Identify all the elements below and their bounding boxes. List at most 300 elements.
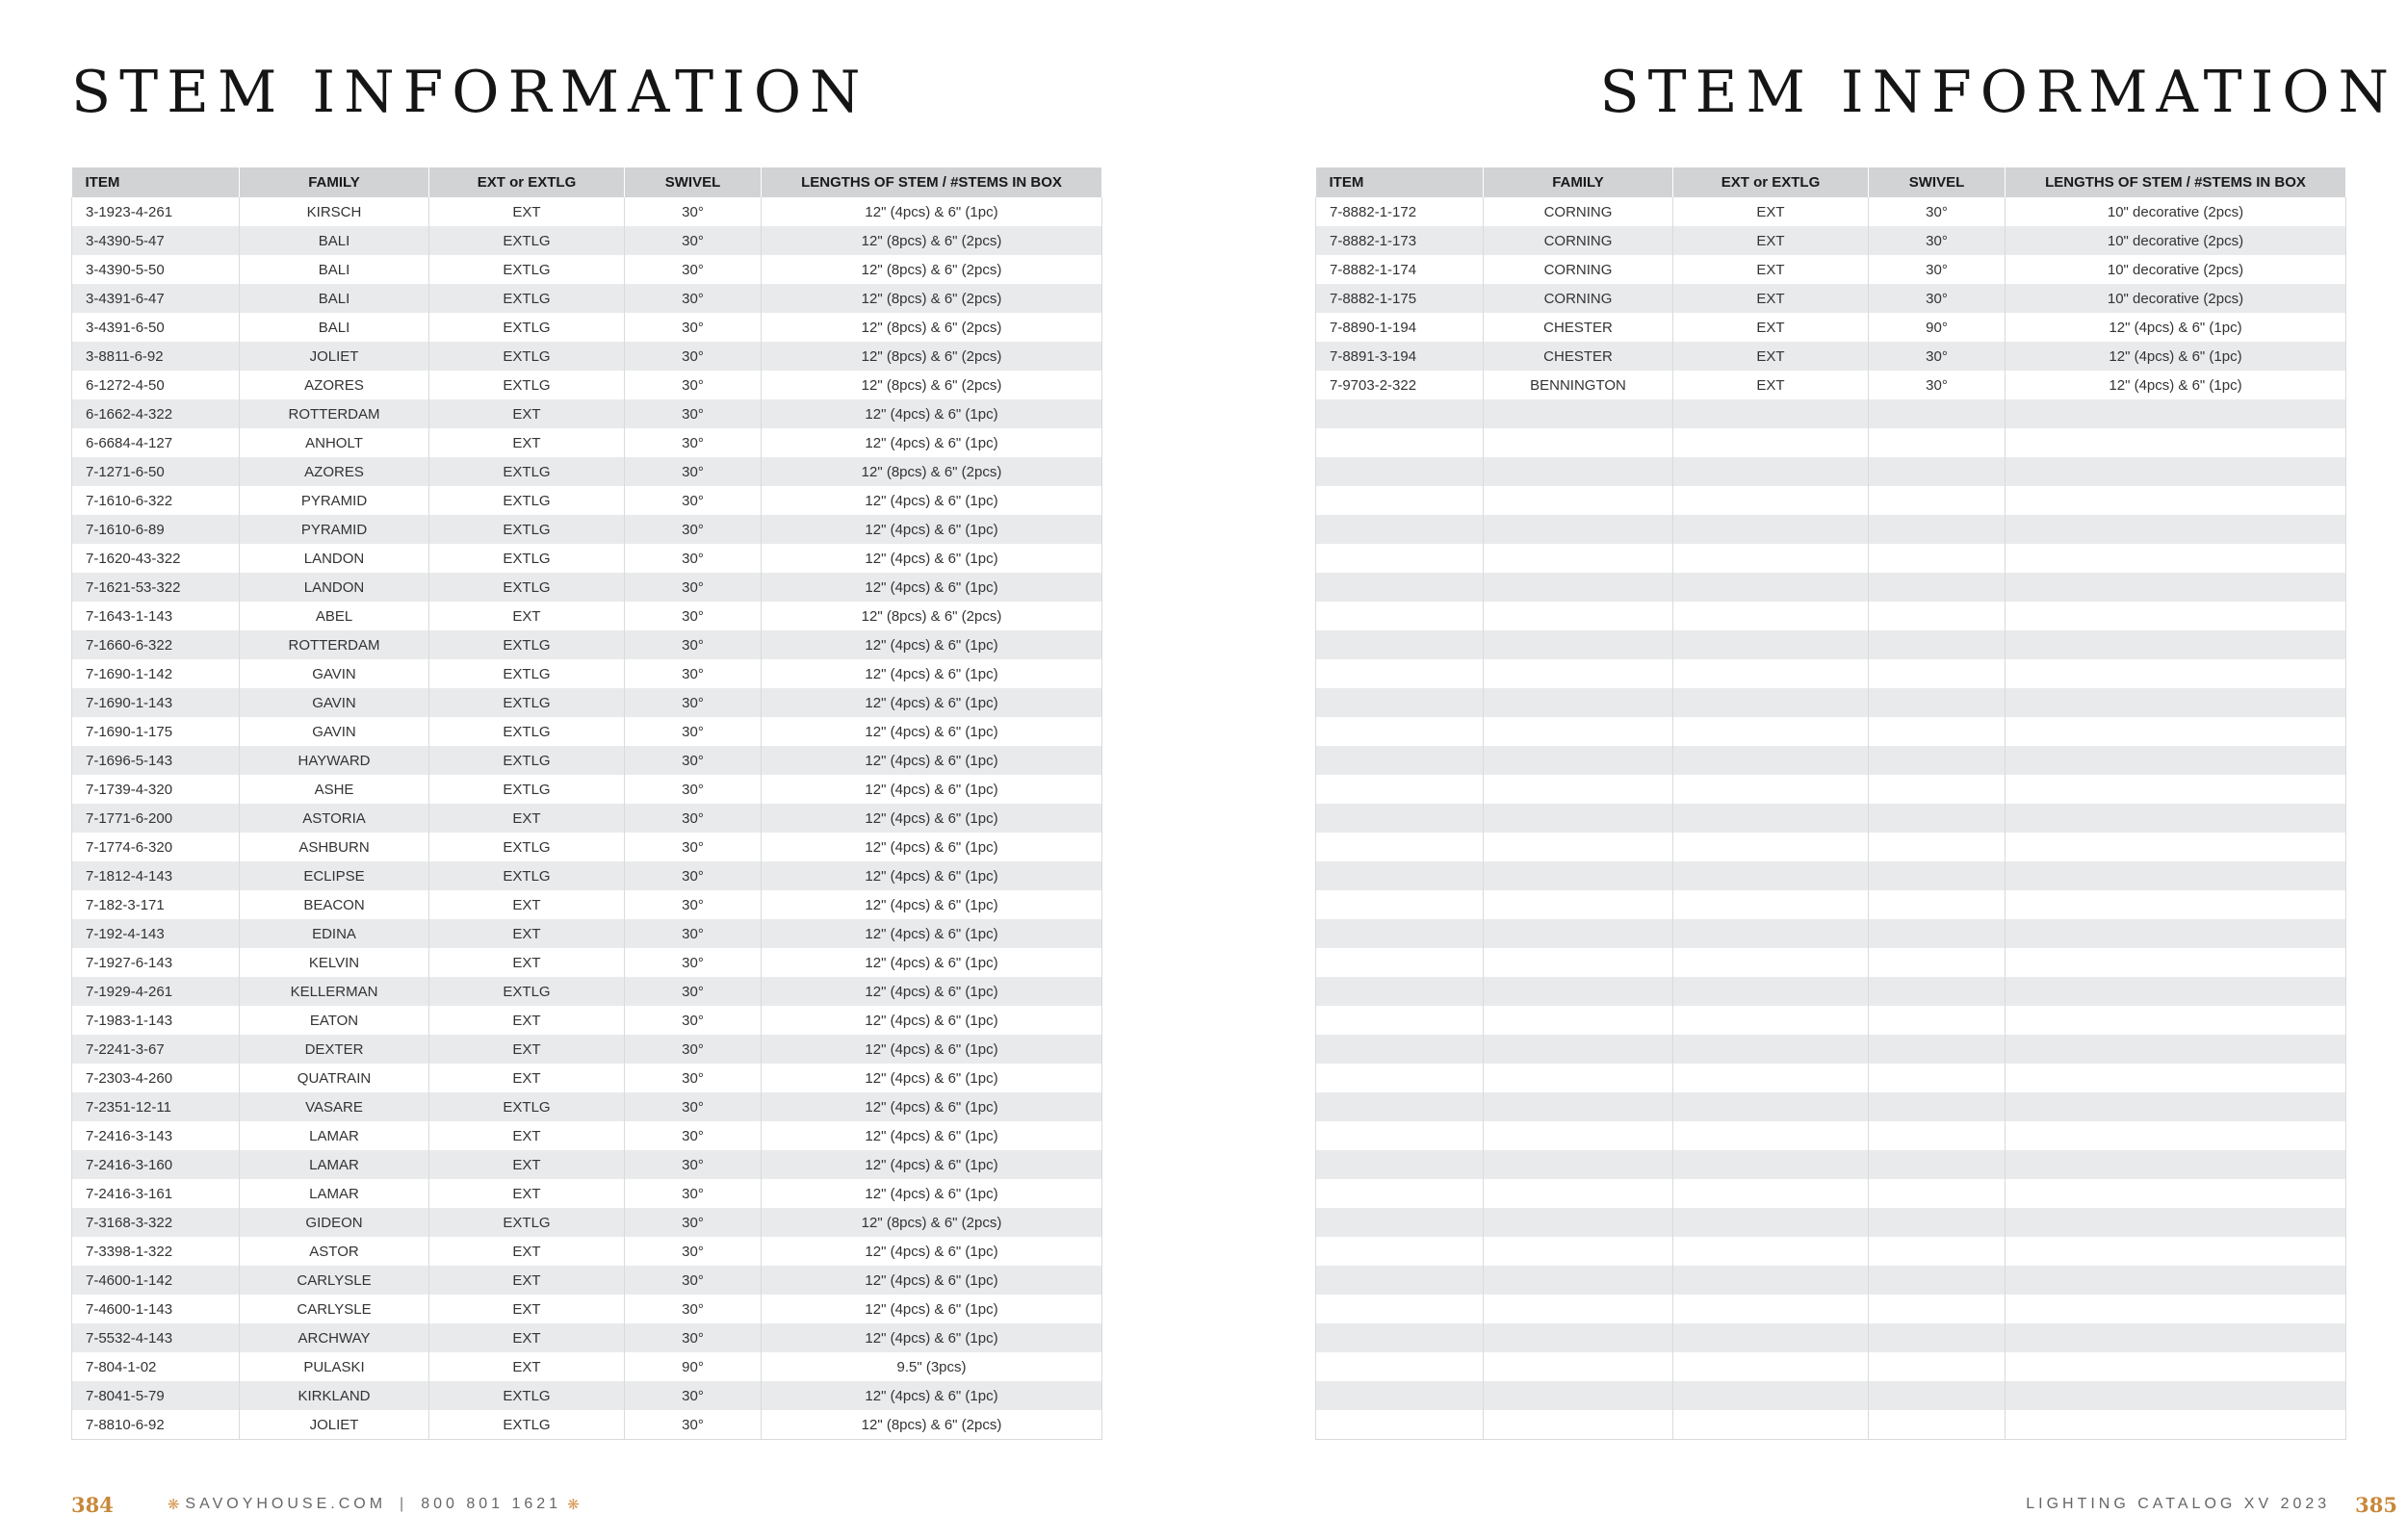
cell-lengths: 12" (8pcs) & 6" (2pcs) xyxy=(762,371,1102,399)
cell-ext: EXT xyxy=(1673,342,1869,371)
cell-ext xyxy=(1673,746,1869,775)
cell-lengths: 12" (4pcs) & 6" (1pc) xyxy=(762,1179,1102,1208)
cell-item: 6-1272-4-50 xyxy=(72,371,240,399)
table-row xyxy=(1316,371,2346,399)
cell-lengths: 12" (4pcs) & 6" (1pc) xyxy=(762,1323,1102,1352)
empty-table-row xyxy=(1316,630,2346,659)
cell-swivel: 30° xyxy=(625,226,762,255)
cell-lengths xyxy=(2006,630,2346,659)
cell-ext: EXTLG xyxy=(429,515,625,544)
table-row xyxy=(72,1092,1102,1121)
column-header-ext: EXT or EXTLG xyxy=(1673,167,1869,197)
cell-ext: EXTLG xyxy=(429,1208,625,1237)
page-title: STEM INFORMATION xyxy=(71,59,869,126)
cell-lengths: 12" (4pcs) & 6" (1pc) xyxy=(762,1266,1102,1295)
cell-item: 7-1610-6-322 xyxy=(72,486,240,515)
cell-family: GIDEON xyxy=(240,1208,429,1237)
cell-item: 3-4390-5-47 xyxy=(72,226,240,255)
cell-lengths: 12" (4pcs) & 6" (1pc) xyxy=(762,833,1102,861)
empty-table-row xyxy=(1316,1381,2346,1410)
cell-family: ASTOR xyxy=(240,1237,429,1266)
cell-swivel: 30° xyxy=(625,746,762,775)
cell-ext xyxy=(1673,1381,1869,1410)
empty-table-row xyxy=(1316,1150,2346,1179)
cell-family xyxy=(1484,833,1673,861)
empty-table-row xyxy=(1316,1179,2346,1208)
cell-family xyxy=(1484,1208,1673,1237)
cell-family: CORNING xyxy=(1484,197,1673,226)
cell-swivel xyxy=(1869,948,2006,977)
cell-item: 7-2416-3-143 xyxy=(72,1121,240,1150)
cell-lengths xyxy=(2006,890,2346,919)
cell-swivel xyxy=(1869,1208,2006,1237)
cell-family: JOLIET xyxy=(240,342,429,371)
cell-ext: EXT xyxy=(429,1352,625,1381)
cell-swivel: 30° xyxy=(625,775,762,804)
empty-table-row xyxy=(1316,775,2346,804)
cell-lengths: 12" (8pcs) & 6" (2pcs) xyxy=(762,602,1102,630)
cell-item: 7-8882-1-174 xyxy=(1316,255,1484,284)
table-row xyxy=(72,1323,1102,1352)
cell-ext xyxy=(1673,775,1869,804)
table-row xyxy=(72,1352,1102,1381)
cell-family: EATON xyxy=(240,1006,429,1035)
cell-swivel xyxy=(1869,1121,2006,1150)
cell-item xyxy=(1316,1266,1484,1295)
column-header-lengths: LENGTHS OF STEM / #STEMS IN BOX xyxy=(2006,167,2346,197)
cell-ext xyxy=(1673,1092,1869,1121)
cell-ext xyxy=(1673,861,1869,890)
empty-table-row xyxy=(1316,688,2346,717)
empty-table-row xyxy=(1316,1295,2346,1323)
cell-swivel: 30° xyxy=(1869,197,2006,226)
cell-family xyxy=(1484,486,1673,515)
table-row xyxy=(72,1266,1102,1295)
cell-item: 7-9703-2-322 xyxy=(1316,371,1484,399)
cell-ext: EXT xyxy=(429,1237,625,1266)
cell-swivel xyxy=(1869,544,2006,573)
cell-swivel: 30° xyxy=(625,255,762,284)
table-row xyxy=(72,284,1102,313)
cell-item xyxy=(1316,457,1484,486)
cell-ext: EXTLG xyxy=(429,284,625,313)
cell-lengths xyxy=(2006,602,2346,630)
cell-item: 7-2303-4-260 xyxy=(72,1064,240,1092)
cell-swivel xyxy=(1869,1064,2006,1092)
cell-lengths: 10" decorative (2pcs) xyxy=(2006,226,2346,255)
cell-item xyxy=(1316,659,1484,688)
cell-item: 7-1610-6-89 xyxy=(72,515,240,544)
cell-ext: EXT xyxy=(429,197,625,226)
cell-lengths: 12" (4pcs) & 6" (1pc) xyxy=(762,688,1102,717)
table-row xyxy=(1316,226,2346,255)
cell-lengths xyxy=(2006,1121,2346,1150)
cell-lengths: 12" (4pcs) & 6" (1pc) xyxy=(2006,371,2346,399)
table-body xyxy=(72,197,1102,1440)
cell-swivel: 30° xyxy=(625,515,762,544)
cell-swivel: 90° xyxy=(625,1352,762,1381)
table-row xyxy=(72,1006,1102,1035)
cell-family xyxy=(1484,977,1673,1006)
cell-lengths: 12" (4pcs) & 6" (1pc) xyxy=(762,1381,1102,1410)
cell-family xyxy=(1484,428,1673,457)
table-row xyxy=(72,1295,1102,1323)
cell-family: QUATRAIN xyxy=(240,1064,429,1092)
cell-ext: EXTLG xyxy=(429,1410,625,1440)
cell-ext xyxy=(1673,1208,1869,1237)
empty-table-row xyxy=(1316,1352,2346,1381)
table-row xyxy=(72,861,1102,890)
cell-family: LAMAR xyxy=(240,1150,429,1179)
cell-family: ROTTERDAM xyxy=(240,399,429,428)
cell-swivel xyxy=(1869,1150,2006,1179)
cell-swivel xyxy=(1869,630,2006,659)
table-row xyxy=(72,890,1102,919)
cell-item: 3-1923-4-261 xyxy=(72,197,240,226)
cell-swivel: 30° xyxy=(1869,255,2006,284)
cell-ext: EXTLG xyxy=(429,313,625,342)
cell-item: 7-1929-4-261 xyxy=(72,977,240,1006)
cell-family: PULASKI xyxy=(240,1352,429,1381)
cell-swivel xyxy=(1869,515,2006,544)
table-row xyxy=(72,1035,1102,1064)
cell-family xyxy=(1484,775,1673,804)
cell-family: BENNINGTON xyxy=(1484,371,1673,399)
empty-table-row xyxy=(1316,833,2346,861)
cell-swivel xyxy=(1869,428,2006,457)
sun-icon: ❋ xyxy=(167,1497,180,1513)
table-row xyxy=(72,688,1102,717)
cell-lengths: 12" (4pcs) & 6" (1pc) xyxy=(762,1092,1102,1121)
cell-swivel: 30° xyxy=(625,1064,762,1092)
cell-family: ASHBURN xyxy=(240,833,429,861)
cell-item: 7-1660-6-322 xyxy=(72,630,240,659)
empty-table-row xyxy=(1316,486,2346,515)
cell-item: 7-1621-53-322 xyxy=(72,573,240,602)
cell-family xyxy=(1484,1323,1673,1352)
cell-swivel: 30° xyxy=(625,313,762,342)
cell-item xyxy=(1316,428,1484,457)
cell-family xyxy=(1484,457,1673,486)
cell-ext: EXT xyxy=(429,602,625,630)
cell-family: GAVIN xyxy=(240,717,429,746)
cell-lengths xyxy=(2006,659,2346,688)
table-row xyxy=(72,630,1102,659)
table-row xyxy=(72,1381,1102,1410)
page-number: 384 xyxy=(71,1492,114,1517)
cell-swivel xyxy=(1869,861,2006,890)
cell-family xyxy=(1484,1352,1673,1381)
table-body xyxy=(1316,197,2346,1440)
table-row xyxy=(1316,313,2346,342)
cell-item: 7-1690-1-175 xyxy=(72,717,240,746)
cell-item: 7-1927-6-143 xyxy=(72,948,240,977)
cell-swivel: 30° xyxy=(625,1295,762,1323)
cell-lengths xyxy=(2006,948,2346,977)
cell-lengths xyxy=(2006,1179,2346,1208)
empty-table-row xyxy=(1316,861,2346,890)
cell-family: PYRAMID xyxy=(240,515,429,544)
cell-lengths: 12" (4pcs) & 6" (1pc) xyxy=(762,919,1102,948)
cell-swivel: 30° xyxy=(625,1035,762,1064)
cell-family xyxy=(1484,861,1673,890)
cell-lengths xyxy=(2006,861,2346,890)
cell-family: KIRKLAND xyxy=(240,1381,429,1410)
cell-lengths: 12" (8pcs) & 6" (2pcs) xyxy=(762,284,1102,313)
cell-item: 7-1690-1-143 xyxy=(72,688,240,717)
cell-ext xyxy=(1673,948,1869,977)
empty-table-row xyxy=(1316,717,2346,746)
cell-family xyxy=(1484,573,1673,602)
cell-family: BALI xyxy=(240,226,429,255)
cell-item xyxy=(1316,919,1484,948)
table-row xyxy=(72,919,1102,948)
cell-ext xyxy=(1673,688,1869,717)
cell-ext: EXTLG xyxy=(429,1381,625,1410)
cell-item: 7-3398-1-322 xyxy=(72,1237,240,1266)
cell-lengths xyxy=(2006,1150,2346,1179)
cell-ext: EXT xyxy=(429,919,625,948)
cell-lengths: 12" (4pcs) & 6" (1pc) xyxy=(762,1295,1102,1323)
cell-swivel: 30° xyxy=(625,428,762,457)
cell-lengths: 10" decorative (2pcs) xyxy=(2006,284,2346,313)
cell-ext xyxy=(1673,1035,1869,1064)
table-row xyxy=(72,746,1102,775)
cell-family: DEXTER xyxy=(240,1035,429,1064)
cell-swivel xyxy=(1869,1237,2006,1266)
cell-lengths: 12" (4pcs) & 6" (1pc) xyxy=(762,977,1102,1006)
empty-table-row xyxy=(1316,1266,2346,1295)
cell-lengths xyxy=(2006,1035,2346,1064)
cell-swivel xyxy=(1869,573,2006,602)
table-row xyxy=(72,457,1102,486)
cell-ext: EXT xyxy=(1673,197,1869,226)
footer xyxy=(71,1490,585,1519)
cell-family xyxy=(1484,602,1673,630)
cell-lengths: 12" (4pcs) & 6" (1pc) xyxy=(762,890,1102,919)
cell-swivel: 30° xyxy=(625,1381,762,1410)
cell-swivel: 30° xyxy=(625,602,762,630)
cell-ext xyxy=(1673,573,1869,602)
empty-table-row xyxy=(1316,1121,2346,1150)
cell-swivel: 30° xyxy=(1869,342,2006,371)
cell-family xyxy=(1484,1381,1673,1410)
cell-lengths xyxy=(2006,775,2346,804)
cell-family: LAMAR xyxy=(240,1121,429,1150)
cell-lengths xyxy=(2006,1323,2346,1352)
cell-ext: EXT xyxy=(429,399,625,428)
cell-family: PYRAMID xyxy=(240,486,429,515)
table-row xyxy=(72,342,1102,371)
cell-lengths: 12" (4pcs) & 6" (1pc) xyxy=(762,746,1102,775)
cell-item: 7-1983-1-143 xyxy=(72,1006,240,1035)
cell-lengths xyxy=(2006,1381,2346,1410)
cell-item xyxy=(1316,1237,1484,1266)
cell-lengths: 12" (4pcs) & 6" (1pc) xyxy=(762,1006,1102,1035)
cell-item xyxy=(1316,544,1484,573)
cell-ext: EXT xyxy=(429,1006,625,1035)
table-row xyxy=(72,399,1102,428)
cell-family xyxy=(1484,630,1673,659)
cell-item: 7-1771-6-200 xyxy=(72,804,240,833)
cell-item: 7-8882-1-172 xyxy=(1316,197,1484,226)
cell-ext: EXTLG xyxy=(429,1092,625,1121)
cell-ext xyxy=(1673,1064,1869,1092)
empty-table-row xyxy=(1316,746,2346,775)
cell-lengths xyxy=(2006,1237,2346,1266)
cell-swivel: 30° xyxy=(625,1121,762,1150)
cell-family: ASTORIA xyxy=(240,804,429,833)
cell-swivel: 30° xyxy=(625,457,762,486)
cell-ext xyxy=(1673,804,1869,833)
cell-family xyxy=(1484,659,1673,688)
cell-swivel: 30° xyxy=(625,342,762,371)
brand-url[interactable]: SAVOYHOUSE.COM xyxy=(185,1496,387,1512)
cell-swivel: 30° xyxy=(625,919,762,948)
cell-item: 7-1696-5-143 xyxy=(72,746,240,775)
cell-swivel: 30° xyxy=(1869,226,2006,255)
cell-swivel: 30° xyxy=(625,977,762,1006)
cell-lengths xyxy=(2006,1064,2346,1092)
cell-lengths xyxy=(2006,804,2346,833)
cell-item xyxy=(1316,890,1484,919)
table-row xyxy=(72,1150,1102,1179)
cell-lengths: 12" (4pcs) & 6" (1pc) xyxy=(762,659,1102,688)
cell-item xyxy=(1316,630,1484,659)
cell-swivel: 30° xyxy=(1869,371,2006,399)
cell-family: CARLYSLE xyxy=(240,1266,429,1295)
cell-family: CHESTER xyxy=(1484,342,1673,371)
cell-swivel xyxy=(1869,399,2006,428)
table-row xyxy=(72,804,1102,833)
cell-lengths: 12" (4pcs) & 6" (1pc) xyxy=(762,428,1102,457)
cell-lengths xyxy=(2006,457,2346,486)
cell-family: ROTTERDAM xyxy=(240,630,429,659)
cell-ext xyxy=(1673,486,1869,515)
cell-ext xyxy=(1673,1179,1869,1208)
cell-ext: EXT xyxy=(429,1295,625,1323)
cell-swivel: 30° xyxy=(625,1266,762,1295)
cell-lengths: 12" (4pcs) & 6" (1pc) xyxy=(762,1064,1102,1092)
cell-ext: EXT xyxy=(429,804,625,833)
cell-swivel: 30° xyxy=(625,486,762,515)
cell-swivel xyxy=(1869,717,2006,746)
page-title: STEM INFORMATION xyxy=(1599,59,2397,126)
table-row xyxy=(72,313,1102,342)
cell-swivel: 30° xyxy=(625,197,762,226)
table-row xyxy=(72,1179,1102,1208)
cell-family xyxy=(1484,717,1673,746)
cell-family: ARCHWAY xyxy=(240,1323,429,1352)
cell-family: CHESTER xyxy=(1484,313,1673,342)
empty-table-row xyxy=(1316,1064,2346,1092)
cell-lengths: 12" (4pcs) & 6" (1pc) xyxy=(762,948,1102,977)
cell-ext: EXT xyxy=(429,1121,625,1150)
cell-item xyxy=(1316,1410,1484,1440)
cell-item: 7-2416-3-161 xyxy=(72,1179,240,1208)
cell-swivel xyxy=(1869,457,2006,486)
table-row xyxy=(72,255,1102,284)
cell-swivel: 30° xyxy=(625,717,762,746)
cell-swivel xyxy=(1869,602,2006,630)
empty-table-row xyxy=(1316,428,2346,457)
table-row xyxy=(72,1121,1102,1150)
cell-lengths: 12" (4pcs) & 6" (1pc) xyxy=(762,399,1102,428)
cell-swivel xyxy=(1869,890,2006,919)
cell-item xyxy=(1316,602,1484,630)
cell-item: 7-8890-1-194 xyxy=(1316,313,1484,342)
cell-swivel: 30° xyxy=(625,833,762,861)
empty-table-row xyxy=(1316,515,2346,544)
cell-item xyxy=(1316,1150,1484,1179)
sun-icon: ❋ xyxy=(567,1497,580,1513)
cell-item: 7-8041-5-79 xyxy=(72,1381,240,1410)
cell-swivel: 30° xyxy=(625,1150,762,1179)
cell-ext: EXT xyxy=(429,1179,625,1208)
cell-swivel xyxy=(1869,1035,2006,1064)
empty-table-row xyxy=(1316,457,2346,486)
stem-table xyxy=(71,167,1102,1440)
empty-table-row xyxy=(1316,602,2346,630)
cell-item: 3-4391-6-50 xyxy=(72,313,240,342)
empty-table-row xyxy=(1316,544,2346,573)
cell-family: BALI xyxy=(240,284,429,313)
cell-family: CORNING xyxy=(1484,226,1673,255)
cell-lengths: 12" (8pcs) & 6" (2pcs) xyxy=(762,226,1102,255)
cell-lengths xyxy=(2006,486,2346,515)
cell-item: 7-182-3-171 xyxy=(72,890,240,919)
cell-ext: EXTLG xyxy=(429,630,625,659)
cell-lengths xyxy=(2006,573,2346,602)
cell-lengths xyxy=(2006,1410,2346,1440)
column-header-item: ITEM xyxy=(72,167,240,197)
cell-swivel: 30° xyxy=(625,371,762,399)
cell-swivel xyxy=(1869,1266,2006,1295)
cell-swivel xyxy=(1869,486,2006,515)
cell-ext xyxy=(1673,1323,1869,1352)
column-header-family: FAMILY xyxy=(240,167,429,197)
empty-table-row xyxy=(1316,1410,2346,1440)
cell-lengths: 12" (8pcs) & 6" (2pcs) xyxy=(762,1410,1102,1440)
cell-swivel xyxy=(1869,977,2006,1006)
cell-swivel xyxy=(1869,659,2006,688)
cell-ext xyxy=(1673,630,1869,659)
cell-item: 7-1739-4-320 xyxy=(72,775,240,804)
cell-family xyxy=(1484,1295,1673,1323)
cell-item xyxy=(1316,1064,1484,1092)
cell-swivel: 90° xyxy=(1869,313,2006,342)
cell-family xyxy=(1484,890,1673,919)
empty-table-row xyxy=(1316,399,2346,428)
cell-family xyxy=(1484,1150,1673,1179)
cell-lengths xyxy=(2006,544,2346,573)
cell-ext: EXT xyxy=(429,1150,625,1179)
cell-family: EDINA xyxy=(240,919,429,948)
cell-lengths xyxy=(2006,515,2346,544)
cell-lengths xyxy=(2006,977,2346,1006)
cell-ext: EXTLG xyxy=(429,717,625,746)
cell-family: GAVIN xyxy=(240,688,429,717)
cell-ext: EXT xyxy=(1673,284,1869,313)
catalog-name: LIGHTING CATALOG XV 2023 xyxy=(2026,1496,2331,1512)
cell-swivel xyxy=(1869,746,2006,775)
cell-item: 7-8891-3-194 xyxy=(1316,342,1484,371)
cell-lengths xyxy=(2006,833,2346,861)
cell-lengths: 12" (4pcs) & 6" (1pc) xyxy=(762,717,1102,746)
cell-item xyxy=(1316,1121,1484,1150)
cell-swivel xyxy=(1869,1410,2006,1440)
cell-ext: EXT xyxy=(429,1035,625,1064)
